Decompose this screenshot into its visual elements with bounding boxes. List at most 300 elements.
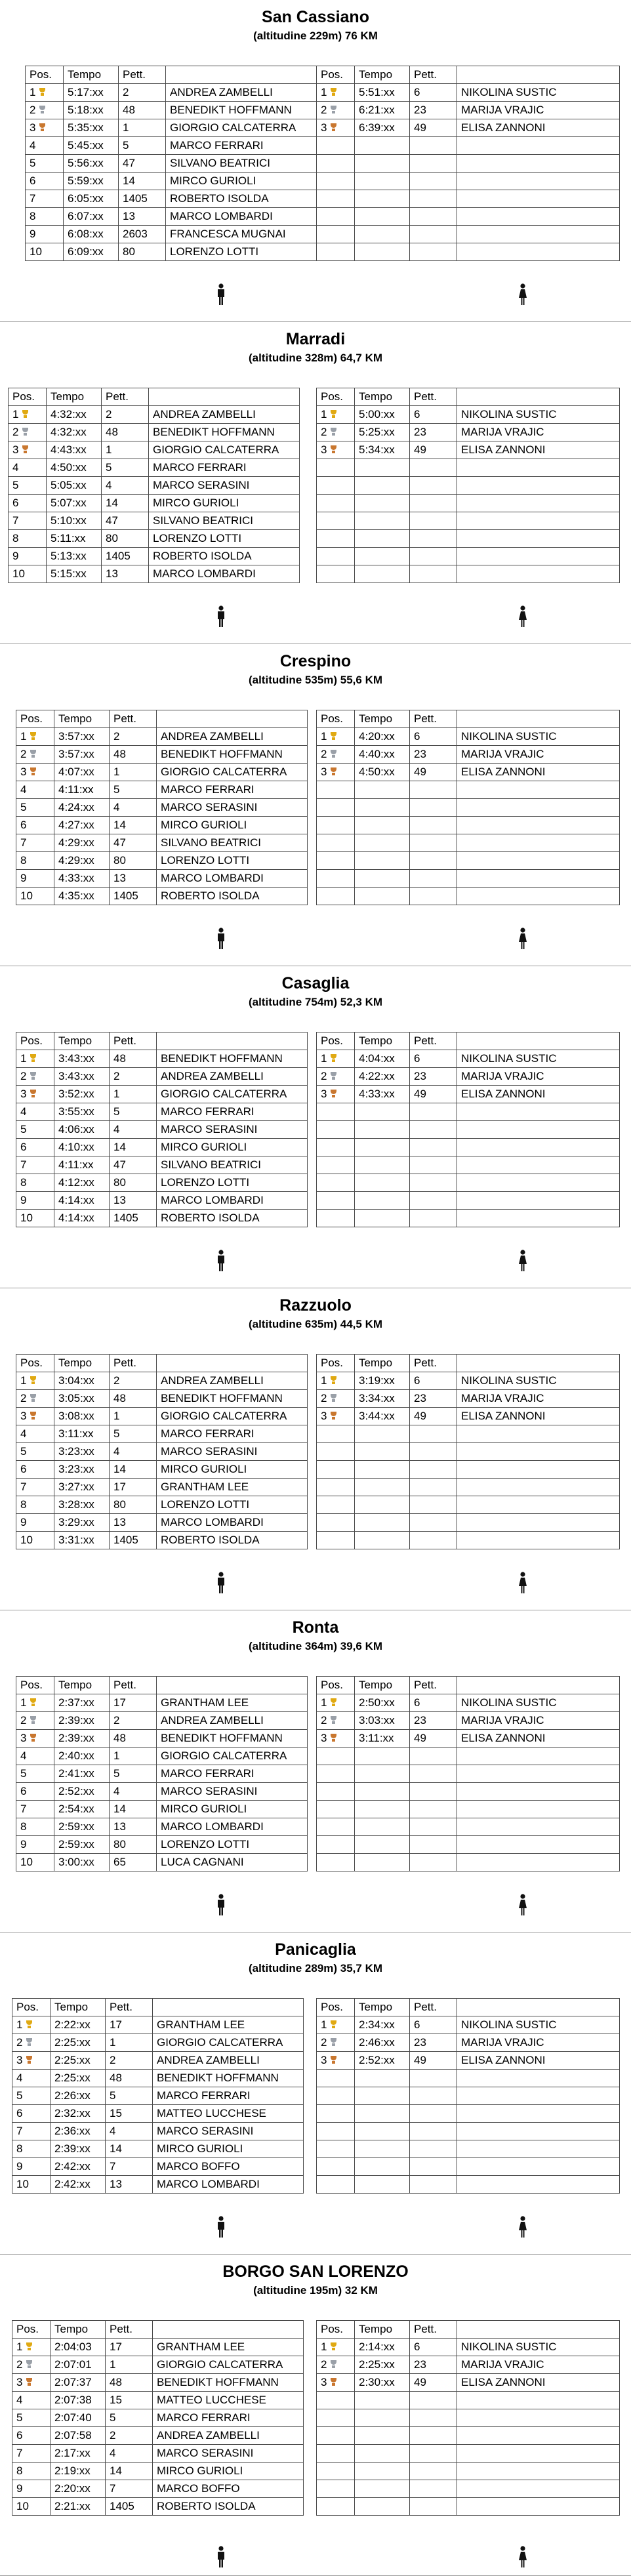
table-row <box>317 1068 620 1086</box>
bib-cell: 1 <box>119 119 166 137</box>
table-row <box>16 1765 308 1783</box>
trophy-icon <box>39 106 46 114</box>
empty-cell <box>355 137 410 155</box>
pos-value: 8 <box>16 2464 23 2477</box>
trophy-icon <box>330 1090 337 1098</box>
women-results-table <box>316 1032 620 1227</box>
empty-cell <box>317 2176 355 2194</box>
table-row <box>317 1748 620 1765</box>
table-row <box>26 119 317 137</box>
trophy-icon <box>330 445 337 454</box>
name-cell: LORENZO LOTTI <box>157 1174 308 1192</box>
woman-icon <box>518 928 527 950</box>
name-cell: ANDREA ZAMBELLI <box>149 406 300 424</box>
table-row <box>317 441 620 459</box>
time-header: Tempo <box>355 66 410 84</box>
time-cell: 5:07:xx <box>47 495 102 512</box>
bib-cell: 1 <box>110 1408 157 1425</box>
bib-cell: 80 <box>102 530 149 548</box>
table-row <box>16 1818 308 1836</box>
time-cell: 2:39:xx <box>54 1730 110 1748</box>
empty-cell <box>410 459 457 477</box>
empty-cell <box>457 852 620 870</box>
pos-cell <box>9 565 47 583</box>
empty-cell <box>317 477 355 495</box>
name-cell: MARCO FERRARI <box>157 1765 308 1783</box>
pos-value: 3 <box>321 1410 327 1422</box>
empty-cell <box>317 817 355 834</box>
name-cell: MARIJA VRAJIC <box>457 746 620 764</box>
pos-cell <box>317 1050 355 1068</box>
bib-cell: 13 <box>110 870 157 888</box>
trophy-icon <box>330 123 337 132</box>
bib-cell: 47 <box>102 512 149 530</box>
time-cell: 6:05:xx <box>64 190 119 208</box>
pos-cell <box>26 190 64 208</box>
empty-cell <box>457 2392 620 2409</box>
table-row <box>12 2140 304 2158</box>
checkpoint-subtitle: (altitudine 229m) 76 KM <box>253 30 378 42</box>
pos-cell <box>16 1156 54 1174</box>
bib-cell: 2 <box>110 1372 157 1390</box>
checkpoint-subtitle: (altitudine 754m) 52,3 KM <box>248 996 383 1008</box>
name-cell: ROBERTO ISOLDA <box>166 190 317 208</box>
empty-cell <box>457 2087 620 2105</box>
bib-cell: 5 <box>110 1103 157 1121</box>
time-cell: 2:32:xx <box>51 2105 106 2123</box>
time-header: Tempo <box>54 710 110 728</box>
table-row <box>317 870 620 888</box>
bib-cell: 23 <box>410 2034 457 2052</box>
time-cell: 4:22:xx <box>355 1068 410 1086</box>
pos-cell <box>16 817 54 834</box>
pos-value: 6 <box>20 1141 27 1153</box>
pos-cell <box>16 1121 54 1139</box>
bib-cell: 14 <box>102 495 149 512</box>
pos-cell <box>16 1783 54 1801</box>
time-cell: 4:35:xx <box>54 888 110 905</box>
time-cell: 6:08:xx <box>64 226 119 243</box>
empty-cell <box>410 565 457 583</box>
name-cell: BENEDIKT HOFFMANN <box>157 1730 308 1748</box>
pos-value: 4 <box>16 2072 23 2084</box>
name-cell: BENEDIKT HOFFMANN <box>149 424 300 441</box>
pos-cell <box>16 1103 54 1121</box>
table-row <box>12 2392 304 2409</box>
pos-cell <box>317 1372 355 1390</box>
empty-cell <box>410 799 457 817</box>
pos-value: 2 <box>20 1070 27 1082</box>
time-cell: 2:30:xx <box>355 2374 410 2392</box>
name-cell: SILVANO BEATRICI <box>166 155 317 173</box>
bib-cell: 1405 <box>110 1532 157 1549</box>
empty-cell <box>317 1514 355 1532</box>
pos-header: Pos. <box>317 1677 355 1694</box>
empty-cell <box>317 1836 355 1854</box>
pos-cell <box>12 2445 51 2463</box>
name-header <box>457 1677 620 1694</box>
name-cell: ELISA ZANNONI <box>457 2374 620 2392</box>
bib-cell: 49 <box>410 764 457 781</box>
men-results-table <box>8 388 300 583</box>
table-row <box>317 530 620 548</box>
pos-header: Pos. <box>16 1032 54 1050</box>
empty-cell <box>457 2123 620 2140</box>
pos-cell <box>317 728 355 746</box>
empty-cell <box>317 870 355 888</box>
trophy-icon <box>330 750 337 758</box>
trophy-icon <box>330 1698 337 1707</box>
empty-cell <box>355 1443 410 1461</box>
table-row <box>317 2087 620 2105</box>
bib-cell: 48 <box>102 424 149 441</box>
pos-cell <box>12 2158 51 2176</box>
pos-value: 5 <box>20 1445 27 1458</box>
woman-icon <box>518 1250 527 1272</box>
time-cell: 3:34:xx <box>355 1390 410 1408</box>
time-cell: 2:41:xx <box>54 1765 110 1783</box>
pos-cell <box>16 1765 54 1783</box>
empty-cell <box>355 1854 410 1871</box>
pos-value: 2 <box>20 1714 27 1727</box>
table-row <box>317 1730 620 1748</box>
bib-cell: 14 <box>106 2140 153 2158</box>
empty-cell <box>410 1748 457 1765</box>
time-header: Tempo <box>355 1999 410 2016</box>
name-cell: GIORGIO CALCATERRA <box>166 119 317 137</box>
empty-cell <box>317 2480 355 2498</box>
pos-cell <box>9 406 47 424</box>
empty-cell <box>457 1425 620 1443</box>
bib-cell: 48 <box>119 102 166 119</box>
table-row <box>9 441 300 459</box>
table-row <box>317 781 620 799</box>
table-row <box>16 1192 308 1210</box>
empty-cell <box>457 477 620 495</box>
pos-value: 3 <box>321 1088 327 1100</box>
empty-cell <box>410 1103 457 1121</box>
trophy-icon <box>26 2342 33 2351</box>
pos-cell <box>16 870 54 888</box>
bib-cell: 1405 <box>119 190 166 208</box>
time-cell: 2:07:01 <box>51 2356 106 2374</box>
pos-value: 10 <box>30 245 42 258</box>
pos-value: 10 <box>20 1212 33 1224</box>
pos-value: 1 <box>321 2018 327 2031</box>
pos-cell <box>26 119 64 137</box>
table-row <box>16 817 308 834</box>
time-cell: 2:42:xx <box>51 2158 106 2176</box>
time-header: Tempo <box>355 710 410 728</box>
time-cell: 6:07:xx <box>64 208 119 226</box>
time-cell: 6:21:xx <box>355 102 410 119</box>
name-cell: MIRCO GURIOLI <box>157 817 308 834</box>
name-cell: MARCO SERASINI <box>157 1783 308 1801</box>
empty-cell <box>410 781 457 799</box>
empty-cell <box>355 1174 410 1192</box>
bib-cell: 2 <box>110 728 157 746</box>
table-row <box>26 208 317 226</box>
empty-cell <box>317 2498 355 2516</box>
bib-cell: 6 <box>410 728 457 746</box>
name-cell: SILVANO BEATRICI <box>157 1156 308 1174</box>
bib-cell: 1 <box>110 1086 157 1103</box>
pos-value: 8 <box>20 1498 27 1511</box>
time-cell: 3:03:xx <box>355 1712 410 1730</box>
empty-cell <box>355 2123 410 2140</box>
time-header: Tempo <box>355 2321 410 2339</box>
pos-value: 3 <box>12 443 19 456</box>
table-row <box>317 2339 620 2356</box>
empty-cell <box>457 226 620 243</box>
empty-cell <box>457 495 620 512</box>
name-header <box>457 66 620 84</box>
table-row <box>12 2034 304 2052</box>
time-cell: 4:27:xx <box>54 817 110 834</box>
name-cell: MIRCO GURIOLI <box>157 1461 308 1479</box>
bib-header: Pett. <box>110 710 157 728</box>
checkpoint-subtitle: (altitudine 364m) 39,6 KM <box>248 1640 383 1652</box>
table-row <box>317 1139 620 1156</box>
trophy-icon <box>30 1394 37 1402</box>
pos-value: 8 <box>20 1820 27 1833</box>
bib-cell: 1 <box>110 764 157 781</box>
pos-value: 8 <box>30 210 36 222</box>
pos-cell <box>12 2034 51 2052</box>
pos-header: Pos. <box>317 1355 355 1372</box>
empty-cell <box>317 2158 355 2176</box>
table-row <box>9 477 300 495</box>
empty-cell <box>355 1748 410 1765</box>
bib-cell: 4 <box>110 1443 157 1461</box>
checkpoint-title: Casaglia <box>281 974 350 992</box>
time-cell: 4:11:xx <box>54 781 110 799</box>
pos-value: 3 <box>321 2376 327 2388</box>
empty-cell <box>355 2409 410 2427</box>
bib-cell: 14 <box>110 1801 157 1818</box>
pos-cell <box>317 2052 355 2070</box>
bib-cell: 48 <box>106 2070 153 2087</box>
empty-cell <box>457 459 620 477</box>
empty-cell <box>457 2176 620 2194</box>
table-row <box>12 2480 304 2498</box>
table-row <box>16 1210 308 1227</box>
time-cell: 4:12:xx <box>54 1174 110 1192</box>
table-row <box>9 406 300 424</box>
pos-value: 5 <box>16 2089 23 2102</box>
pos-value: 4 <box>20 1105 27 1118</box>
checkpoint-subtitle: (altitudine 289m) 35,7 KM <box>248 1962 383 1974</box>
pos-header: Pos. <box>12 1999 51 2016</box>
table-row <box>317 2392 620 2409</box>
time-cell: 2:20:xx <box>51 2480 106 2498</box>
bib-header: Pett. <box>106 1999 153 2016</box>
empty-cell <box>457 512 620 530</box>
trophy-icon <box>330 2342 337 2351</box>
trophy-icon <box>330 1412 337 1420</box>
pos-value: 2 <box>12 426 19 438</box>
pos-cell <box>317 406 355 424</box>
man-icon <box>216 1250 226 1272</box>
pos-cell <box>16 1730 54 1748</box>
bib-cell: 14 <box>119 173 166 190</box>
table-row <box>16 1103 308 1121</box>
empty-cell <box>457 1174 620 1192</box>
table-row <box>317 243 620 261</box>
table-row <box>16 1443 308 1461</box>
empty-cell <box>355 512 410 530</box>
empty-cell <box>317 781 355 799</box>
trophy-icon <box>30 750 37 758</box>
empty-cell <box>355 190 410 208</box>
name-cell: GIORGIO CALCATERRA <box>153 2356 304 2374</box>
empty-cell <box>355 2427 410 2445</box>
table-row <box>317 2123 620 2140</box>
time-header: Tempo <box>51 1999 106 2016</box>
time-cell: 2:59:xx <box>54 1818 110 1836</box>
empty-cell <box>410 530 457 548</box>
bib-cell: 49 <box>410 119 457 137</box>
name-cell: MATTEO LUCCHESE <box>153 2105 304 2123</box>
empty-cell <box>355 477 410 495</box>
name-cell: MARIJA VRAJIC <box>457 1712 620 1730</box>
empty-cell <box>457 1496 620 1514</box>
pos-cell <box>16 1748 54 1765</box>
time-header: Tempo <box>47 388 102 406</box>
empty-cell <box>355 2445 410 2463</box>
empty-cell <box>410 852 457 870</box>
empty-cell <box>410 1532 457 1549</box>
table-row <box>16 1408 308 1425</box>
time-cell: 3:11:xx <box>54 1425 110 1443</box>
time-cell: 5:59:xx <box>64 173 119 190</box>
trophy-icon <box>330 1376 337 1385</box>
table-row <box>26 173 317 190</box>
pos-cell <box>12 2123 51 2140</box>
pos-value: 3 <box>16 2376 23 2388</box>
pos-value: 10 <box>20 889 33 902</box>
name-cell: MARIJA VRAJIC <box>457 1068 620 1086</box>
pos-value: 1 <box>321 1696 327 1709</box>
table-row <box>317 1801 620 1818</box>
pos-value: 2 <box>30 104 36 116</box>
table-row <box>317 2463 620 2480</box>
empty-cell <box>317 1210 355 1227</box>
bib-cell: 6 <box>410 1050 457 1068</box>
empty-cell <box>355 799 410 817</box>
empty-cell <box>355 870 410 888</box>
empty-cell <box>457 1818 620 1836</box>
empty-cell <box>317 1121 355 1139</box>
pos-value: 4 <box>20 783 27 796</box>
pos-value: 2 <box>321 2036 327 2049</box>
bib-header: Pett. <box>410 1032 457 1050</box>
bib-cell: 49 <box>410 2052 457 2070</box>
time-cell: 4:33:xx <box>355 1086 410 1103</box>
pos-header: Pos. <box>12 2321 51 2339</box>
time-cell: 4:11:xx <box>54 1156 110 1174</box>
trophy-icon <box>330 1054 337 1063</box>
bib-cell: 17 <box>110 1479 157 1496</box>
empty-cell <box>317 173 355 190</box>
time-header: Tempo <box>54 1677 110 1694</box>
bib-cell: 48 <box>110 1730 157 1748</box>
trophy-icon <box>330 106 337 114</box>
pos-value: 1 <box>12 408 19 420</box>
table-row <box>16 746 308 764</box>
pos-cell <box>9 441 47 459</box>
checkpoint-title: Panicaglia <box>275 1940 356 1959</box>
empty-cell <box>355 1139 410 1156</box>
time-cell: 2:07:40 <box>51 2409 106 2427</box>
table-row <box>12 2016 304 2034</box>
bib-cell: 13 <box>106 2176 153 2194</box>
name-cell: ELISA ZANNONI <box>457 441 620 459</box>
table-header-row <box>317 2321 620 2339</box>
pos-value: 1 <box>16 2018 23 2031</box>
pos-value: 5 <box>20 1123 27 1135</box>
table-row <box>317 84 620 102</box>
pos-cell <box>317 746 355 764</box>
checkpoint-title: Razzuolo <box>279 1296 352 1315</box>
empty-cell <box>410 1192 457 1210</box>
bib-cell: 6 <box>410 2016 457 2034</box>
empty-cell <box>457 1443 620 1461</box>
empty-cell <box>317 548 355 565</box>
table-row <box>317 565 620 583</box>
pos-value: 1 <box>20 1374 27 1387</box>
time-cell: 4:10:xx <box>54 1139 110 1156</box>
empty-cell <box>410 1836 457 1854</box>
pos-cell <box>9 459 47 477</box>
man-icon <box>216 1572 226 1594</box>
time-cell: 4:50:xx <box>47 459 102 477</box>
empty-cell <box>457 1514 620 1532</box>
empty-cell <box>355 2463 410 2480</box>
trophy-icon <box>330 1734 337 1742</box>
name-cell: LORENZO LOTTI <box>157 1836 308 1854</box>
bib-header: Pett. <box>102 388 149 406</box>
trophy-icon <box>330 410 337 419</box>
empty-cell <box>317 1174 355 1192</box>
pos-value: 4 <box>20 1427 27 1440</box>
bib-cell: 2603 <box>119 226 166 243</box>
pos-value: 3 <box>20 1410 27 1422</box>
bib-cell: 1405 <box>110 1210 157 1227</box>
pos-value: 5 <box>30 157 36 169</box>
empty-cell <box>410 1783 457 1801</box>
name-cell: BENEDIKT HOFFMANN <box>157 746 308 764</box>
empty-cell <box>457 1801 620 1818</box>
pos-cell <box>16 1425 54 1443</box>
trophy-icon <box>330 1394 337 1402</box>
pos-value: 6 <box>20 1463 27 1475</box>
name-cell: MARCO LOMBARDI <box>157 1514 308 1532</box>
time-cell: 2:40:xx <box>54 1748 110 1765</box>
bib-cell: 23 <box>410 1068 457 1086</box>
pos-value: 7 <box>20 1158 27 1171</box>
name-cell: MARCO LOMBARDI <box>157 870 308 888</box>
pos-cell <box>16 1854 54 1871</box>
name-header <box>157 1355 308 1372</box>
table-row <box>26 137 317 155</box>
empty-cell <box>410 888 457 905</box>
women-results-table <box>316 388 620 583</box>
pos-cell <box>16 1836 54 1854</box>
empty-cell <box>355 173 410 190</box>
table-header-row <box>26 66 317 84</box>
bib-cell: 6 <box>410 1372 457 1390</box>
